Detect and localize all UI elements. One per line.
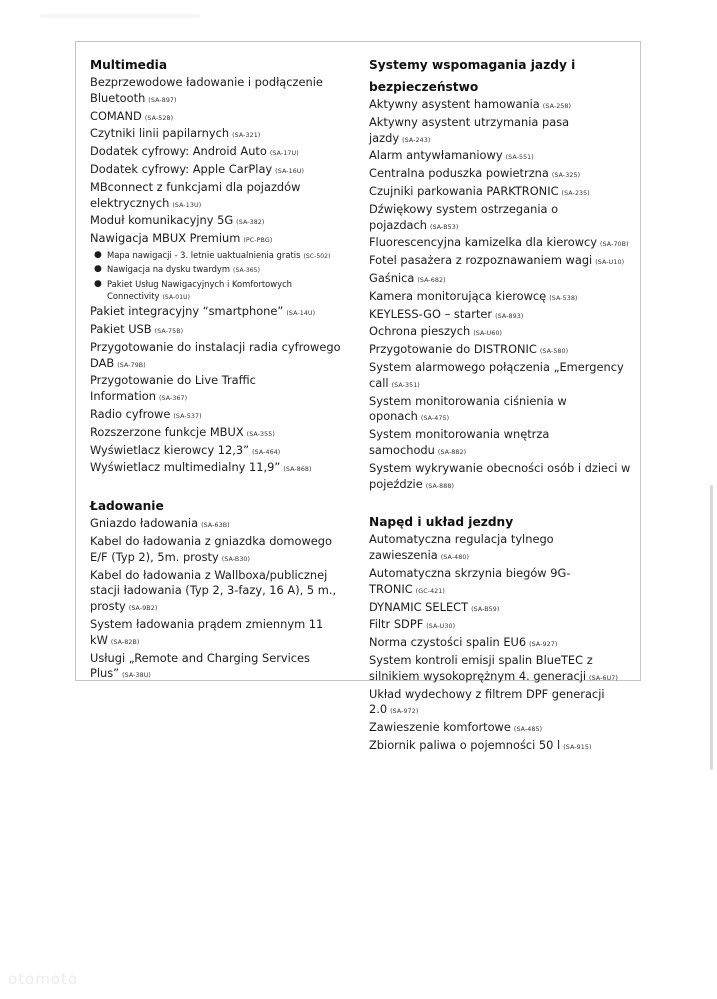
equipment-item-label: Ochrona pieszych	[369, 324, 471, 339]
equipment-item-label: Czytniki linii papilarnych	[90, 126, 230, 141]
equipment-item-label: COMAND	[90, 108, 142, 123]
equipment-code: (SA-868)	[283, 466, 312, 474]
equipment-item	[369, 289, 631, 307]
equipment-item	[369, 566, 631, 600]
equipment-item	[369, 532, 631, 566]
equipment-item-label: Przygotowanie do instalacji radia cyfrowego DAB	[90, 339, 341, 370]
equipment-item	[90, 304, 352, 322]
equipment-item	[369, 461, 631, 495]
sub-item	[94, 249, 352, 263]
equipment-item	[369, 253, 631, 271]
bullet-icon: ●	[94, 278, 102, 289]
sub-item-list	[90, 249, 352, 304]
equipment-item	[90, 322, 352, 340]
equipment-item	[369, 307, 631, 325]
equipment-item	[90, 516, 352, 534]
watermark-logo: otomoto	[8, 970, 79, 988]
equipment-code: (SA-235)	[561, 189, 590, 197]
equipment-code: (SA-U60)	[473, 330, 503, 338]
equipment-item	[90, 340, 352, 374]
equipment-item	[90, 534, 352, 568]
equipment-code: (SA-888)	[425, 482, 455, 490]
section-title: Multimedia	[90, 58, 168, 72]
section-title: Ładowanie	[90, 499, 164, 514]
equipment-item-label: Norma czystości spalin EU6	[369, 635, 527, 650]
equipment-code: (SA-B53)	[430, 223, 459, 231]
equipment-item-label: System monitorowania ciśnienia w oponach	[369, 393, 567, 424]
equipment-code: (SA-537)	[173, 412, 202, 420]
equipment-item-label: Kamera monitorująca kierowcę	[369, 288, 547, 303]
equipment-code: (SA-475)	[420, 415, 450, 423]
equipment-item-label: System kontroli emisji spalin BlueTEC z silnikiem wysokoprężnym 4. generacji	[369, 652, 593, 683]
equipment-item	[369, 184, 631, 202]
equipment-list-panel	[75, 41, 641, 752]
equipment-item	[369, 394, 631, 428]
equipment-item-label: Dodatek cyfrowy: Android Auto	[90, 144, 267, 159]
equipment-item	[369, 635, 631, 653]
equipment-item	[90, 425, 352, 443]
equipment-code: (SA-580)	[539, 348, 569, 356]
sub-item-label: Pakiet Usług Nawigacyjnych i Komfortowych Connectivity	[107, 278, 292, 301]
equipment-code: (SA-17U)	[269, 150, 299, 158]
equipment-item	[369, 617, 631, 635]
equipment-code: (SA-258)	[542, 103, 572, 110]
equipment-item-label: Automatyczna skrzynia biegów 9G-TRONIC	[369, 565, 571, 596]
equipment-item-label: Zbiornik paliwa o pojemności 50 l	[369, 737, 561, 752]
equipment-item-label: Czujniki parkowania PARKTRONIC	[369, 183, 559, 198]
equipment-item-label: KEYLESS-GO – starter	[369, 306, 493, 321]
section-ladowanie	[90, 495, 352, 684]
equipment-code: (SA-70B)	[600, 241, 629, 249]
equipment-code: (SA-325)	[551, 172, 581, 180]
equipment-item-label: Fotel pasażera z rozpoznawaniem wagi	[369, 253, 593, 268]
equipment-code: (SA-528)	[144, 114, 174, 122]
equipment-item	[369, 97, 631, 115]
sub-item	[94, 263, 352, 277]
equipment-item	[90, 568, 352, 617]
equipment-item-label: MBconnect z funkcjami dla pojazdów elektrycznych	[90, 179, 301, 210]
equipment-item-label: Usługi „Remote and Charging Services Plus”	[90, 650, 310, 681]
equipment-item	[369, 115, 631, 149]
equipment-item	[369, 202, 631, 236]
equipment-code: (SA-682)	[417, 276, 446, 284]
equipment-code: (SA-U30)	[426, 623, 456, 631]
equipment-code: (SA-243)	[402, 136, 431, 144]
equipment-item	[90, 213, 352, 231]
right-column	[369, 54, 631, 773]
scrollbar[interactable]	[710, 485, 713, 770]
equipment-code: (SA-882)	[437, 448, 467, 456]
equipment-item-label: Dodatek cyfrowy: Apple CarPlay	[90, 161, 273, 176]
equipment-item	[90, 231, 352, 249]
equipment-item-label: Gaśnica	[369, 270, 415, 285]
equipment-item-label: Radio cyfrowe	[90, 406, 171, 421]
equipment-item	[90, 443, 352, 461]
equipment-code: (SA-B30)	[221, 555, 251, 563]
equipment-item-label: System ładowania prądem zmiennym 11 kW	[90, 616, 324, 647]
equipment-code: (SA-321)	[232, 132, 261, 140]
equipment-item-label: Aktywny asystent utrzymania pasa jazdy	[369, 114, 570, 145]
equipment-item	[369, 271, 631, 289]
equipment-item	[90, 126, 352, 144]
equipment-item	[90, 109, 352, 127]
equipment-item-label: Układ wydechowy z filtrem DPF generacji 2.0	[369, 686, 605, 717]
equipment-item	[90, 75, 352, 109]
equipment-item-label: Gniazdo ładowania	[90, 516, 199, 531]
equipment-item	[90, 373, 352, 407]
equipment-code: (SA-16U)	[275, 167, 305, 175]
equipment-item-label: Bezprzewodowe ładowanie i podłączenie Bluetooth	[90, 75, 323, 105]
section-title: Napęd i układ jezdny	[369, 515, 514, 530]
equipment-code: (SA-U10)	[595, 259, 625, 267]
equipment-code: (SA-351)	[391, 381, 420, 389]
equipment-code: (SA-01U)	[162, 293, 191, 301]
section-naped-i-uklad-jezdny	[369, 511, 631, 755]
section-multimedia	[90, 54, 352, 478]
equipment-item-label: System alarmowego połączenia „Emergency call	[369, 359, 624, 390]
equipment-item	[90, 144, 352, 162]
equipment-code: (SA-355)	[246, 430, 275, 438]
equipment-code: (SA-538)	[549, 294, 578, 302]
equipment-item	[369, 166, 631, 184]
equipment-item-label: Wyświetlacz kierowcy 12,3”	[90, 442, 250, 457]
section-title: Systemy wspomagania jazdy i bezpieczeństwo	[369, 58, 576, 94]
equipment-code: (SA-365)	[233, 267, 261, 275]
equipment-code: (SA-14U)	[286, 310, 316, 318]
equipment-code: (SA-480)	[440, 554, 470, 562]
equipment-item-label: Aktywny asystent hamowania	[369, 97, 540, 111]
equipment-code: (SA-897)	[148, 96, 177, 104]
equipment-item-label: Przygotowanie do DISTRONIC	[369, 342, 537, 357]
equipment-item	[369, 427, 631, 461]
equipment-item	[369, 360, 631, 394]
equipment-item-label: Centralna poduszka powietrzna	[369, 166, 549, 181]
equipment-item	[369, 235, 631, 253]
equipment-item-label: Kabel do ładowania z gniazdka domowego E/F (Typ 2), 5m. prosty	[90, 533, 332, 564]
equipment-code: (SC-502)	[303, 252, 331, 260]
equipment-code: (SA-382)	[236, 219, 265, 227]
bullet-icon: ●	[94, 264, 102, 275]
equipment-code: (SA-79B)	[117, 361, 146, 369]
equipment-item-label: Alarm antywłamaniowy	[369, 148, 503, 163]
equipment-code: (SA-927)	[529, 641, 558, 649]
equipment-code: (SA-915)	[563, 743, 592, 751]
equipment-item	[90, 617, 352, 651]
equipment-item	[90, 407, 352, 425]
equipment-item-label: Przygotowanie do Live Traffic Information	[90, 373, 256, 404]
equipment-item-label: Dźwiękowy system ostrzegania o pojazdach	[369, 201, 559, 232]
equipment-code: (SA-464)	[252, 448, 281, 456]
equipment-item	[369, 738, 631, 756]
equipment-item	[90, 460, 352, 478]
equipment-code: (SA-6U7)	[589, 674, 618, 682]
equipment-item-label: Zawieszenie komfortowe	[369, 720, 511, 735]
equipment-item	[369, 342, 631, 360]
sub-item-label: Nawigacja na dysku twardym	[107, 264, 231, 275]
sub-item-label: Mapa nawigacji - 3. letnie uaktualnienia gratis	[107, 249, 301, 260]
equipment-item-label: Fluorescencyjna kamizelka dla kierowcy	[369, 235, 598, 250]
equipment-code: (SA-13U)	[172, 201, 202, 209]
equipment-code: (SA-B59)	[471, 605, 500, 613]
equipment-code: (SA-485)	[513, 726, 543, 734]
equipment-item-label: Moduł komunikacyjny 5G	[90, 213, 234, 228]
equipment-item	[369, 720, 631, 738]
equipment-item-label: Wyświetlacz multimedialny 11,9”	[90, 460, 281, 475]
section-systemy-wspomagania-jazdy-i-bezpieczenstwo	[369, 54, 631, 494]
equipment-code: (SA-367)	[158, 395, 188, 403]
equipment-item	[90, 180, 352, 214]
equipment-item	[90, 162, 352, 180]
equipment-code: (SA-82B)	[110, 638, 140, 646]
equipment-item-label: Pakiet integracyjny “smartphone”	[90, 304, 284, 319]
top-bar-remnant	[40, 14, 200, 18]
equipment-code: (SA-972)	[390, 708, 419, 716]
equipment-item	[369, 653, 631, 687]
left-column	[90, 54, 352, 701]
equipment-item	[369, 687, 631, 721]
equipment-code: (SA-893)	[495, 312, 524, 320]
equipment-item-label: Rozszerzone funkcje MBUX	[90, 424, 244, 439]
equipment-code: (SA-63B)	[201, 522, 230, 530]
equipment-item	[369, 148, 631, 166]
sub-item	[94, 278, 352, 305]
equipment-code: (SA-75B)	[154, 327, 184, 335]
equipment-code: (SA-551)	[505, 154, 534, 162]
equipment-code: (PC-PBG)	[243, 237, 273, 245]
equipment-item-label: Pakiet USB	[90, 321, 152, 336]
equipment-item-label: Kabel do ładowania z Wallboxa/publicznej stacji ładowania (Typ 2, 3-fazy, 16 A), 5 m., prosty	[90, 567, 337, 614]
equipment-item-label: System wykrywanie obecności osób i dzieci w pojeździe	[369, 460, 631, 491]
equipment-code: (SA-38U)	[122, 672, 151, 680]
equipment-item	[90, 651, 352, 685]
equipment-item-label: DYNAMIC SELECT	[369, 599, 469, 614]
equipment-item	[369, 600, 631, 618]
equipment-item-label: Filtr SDPF	[369, 617, 424, 632]
equipment-item-label: System monitorowania wnętrza samochodu	[369, 427, 550, 457]
equipment-item	[369, 324, 631, 342]
equipment-code: (SA-9B2)	[128, 605, 158, 613]
equipment-item-label: Automatyczna regulacja tylnego zawieszenia	[369, 532, 554, 563]
equipment-code: (GC-421)	[415, 587, 445, 595]
bullet-icon: ●	[94, 249, 102, 260]
equipment-item-label: Nawigacja MBUX Premium	[90, 231, 241, 246]
